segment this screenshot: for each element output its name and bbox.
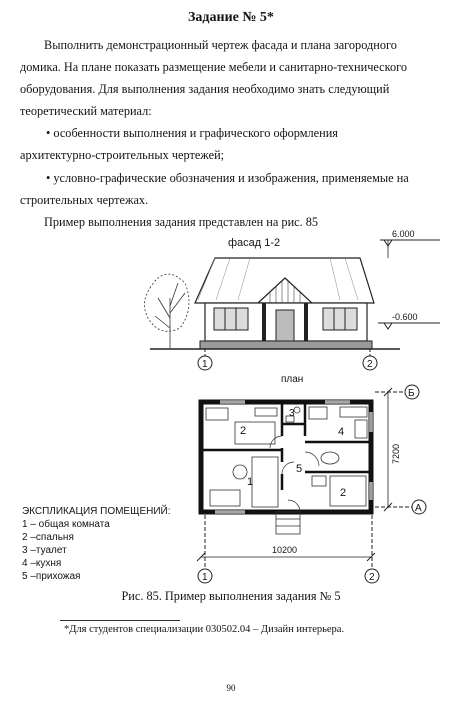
room-label-kitchen: 4 — [338, 426, 345, 438]
intro-line-2: домика. На плане показать размещение мебели и санитарно-технического — [20, 60, 407, 74]
facade-drawing — [0, 228, 462, 373]
legend-item: 4 –кухня — [22, 558, 62, 569]
legend-item: 1 – общая комната — [22, 519, 110, 530]
room-label-toilet: 3 — [289, 408, 295, 419]
example-reference: Пример выполнения задания представлен на рис. 85 — [44, 215, 319, 229]
figure-caption: Рис. 85. Пример выполнения задания № 5 — [121, 589, 341, 603]
footnote-divider — [60, 620, 180, 621]
legend-item: 3 –туалет — [22, 545, 67, 556]
page-number: 90 — [226, 683, 236, 693]
intro-line-4: теоретический материал: — [20, 104, 152, 118]
bullet-1-line-2: архитектурно-строительных чертежей; — [20, 148, 225, 162]
legend-item: 2 –спальня — [22, 532, 74, 543]
plan-axis-a: А — [415, 503, 422, 514]
facade-axis-1: 1 — [202, 359, 208, 370]
bullet-2-line-2: строительных чертежах. — [20, 193, 149, 207]
room-label-bedroom-bottom: 2 — [340, 487, 347, 499]
page-title: Задание № 5* — [188, 10, 274, 25]
plan-dimension-depth: 7200 — [391, 443, 401, 464]
plan-axis-2: 2 — [369, 572, 375, 583]
room-label-bedroom-top: 2 — [240, 425, 247, 437]
elevation-bottom: -0.600 — [392, 312, 418, 322]
room-legend — [22, 505, 202, 583]
room-label-living-room: 1 — [247, 476, 254, 488]
footnote: *Для студентов специализации 030502.04 – Дизайн интерьера. — [64, 624, 345, 635]
plan-axis-b: Б — [408, 388, 415, 399]
room-label-hall: 5 — [296, 463, 303, 475]
plan-dimension-width: 10200 — [272, 545, 298, 555]
elevation-top: 6.000 — [392, 229, 415, 239]
facade-title: фасад 1-2 — [228, 237, 281, 249]
intro-line-1: Выполнить демонстрационный чертеж фасада и плана загородного — [44, 38, 397, 52]
bullet-2-line-1: • условно-графические обозначения и изображения, применяемые на — [46, 171, 409, 185]
legend-title: ЭКСПЛИКАЦИЯ ПОМЕЩЕНИЙ: — [22, 506, 171, 517]
legend-item: 5 –прихожая — [22, 571, 81, 582]
plan-title: план — [281, 374, 304, 385]
plan-axis-1: 1 — [202, 572, 208, 583]
facade-axis-2: 2 — [367, 359, 373, 370]
bullet-1-line-1: • особенности выполнения и графического оформления — [46, 126, 338, 140]
intro-line-3: оборудования. Для выполнения задания необходимо знать следующий — [20, 82, 390, 96]
